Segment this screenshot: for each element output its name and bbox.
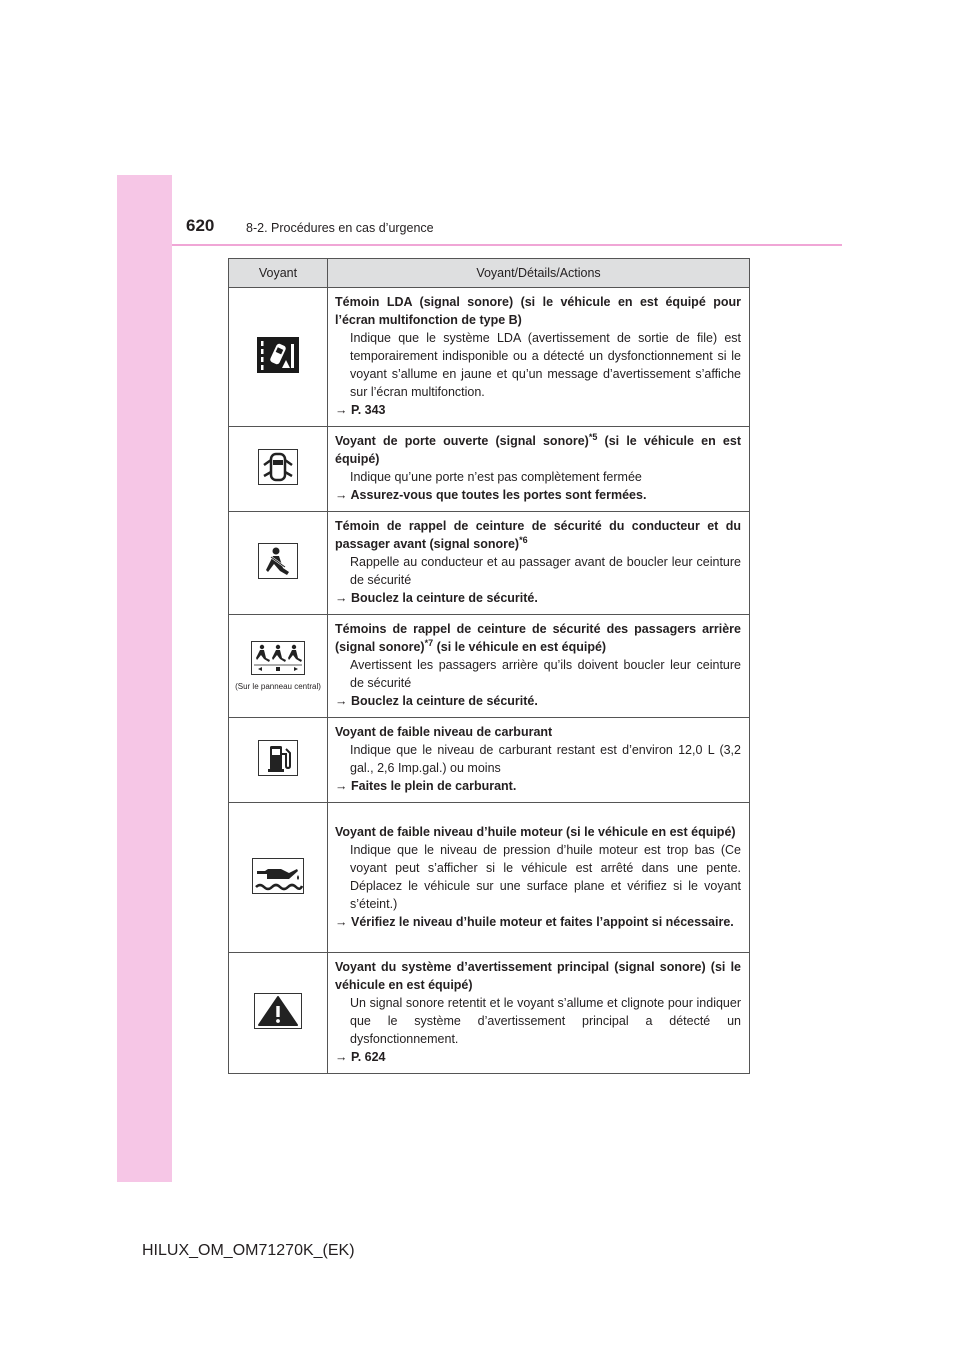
- description-cell: [328, 953, 750, 1074]
- row-action: → Vérifiez le niveau d’huile moteur et faites l’appoint si nécessaire.: [335, 914, 734, 929]
- description-cell: [328, 803, 750, 953]
- row-title: Voyant de porte ouverte (signal sonore)$^{*5}$ (si le véhicule en est équipé): [335, 431, 741, 466]
- description-cell: [328, 615, 750, 718]
- row-action: → Faites le plein de carburant.: [335, 779, 517, 793]
- chapter-sidebar: [117, 175, 172, 1182]
- master-warning-icon: [254, 993, 302, 1029]
- row-title: Témoins de rappel de ceinture de sécurité des passagers arrière (signal sonore)$^{*7}$ (si le véhicule en est équipé): [335, 622, 741, 654]
- icon-cell: [229, 615, 328, 718]
- page-number: 620: [186, 216, 215, 235]
- table-row: [229, 615, 750, 718]
- row-title: Voyant du système d’avertissement principal (signal sonore) (si le véhicule en est équipé): [335, 960, 741, 992]
- row-detail: Un signal sonore retentit et le voyant s’allume et clignote pour indiquer que le système d’avertissement principal a détecté un dysfonctionnement.: [350, 996, 741, 1046]
- table-row: [229, 288, 750, 427]
- icon-cell: [229, 512, 328, 615]
- arrow-icon: →: [335, 779, 348, 793]
- table-header-row: [229, 259, 750, 288]
- document-id: HILUX_OM_OM71270K_(EK): [142, 1242, 355, 1259]
- row-title: Témoin de rappel de ceinture de sécurité du conducteur et du passager avant (signal sonore)$^{*6}$: [335, 519, 741, 551]
- icon-cell: [229, 288, 328, 427]
- description-cell: [328, 288, 750, 427]
- row-action: → Assurez-vous que toutes les portes sont fermées.: [335, 488, 647, 502]
- column-header-voyant: Voyant: [229, 259, 328, 288]
- row-action: → Bouclez la ceinture de sécurité.: [335, 591, 538, 605]
- table-row: [229, 803, 750, 953]
- indicator-table: [228, 258, 750, 1074]
- arrow-icon: →: [335, 914, 348, 929]
- row-action: → Bouclez la ceinture de sécurité.: [335, 694, 538, 708]
- arrow-icon: →: [335, 488, 348, 502]
- description-cell: [328, 718, 750, 803]
- action-link[interactable]: P. 343: [350, 403, 386, 417]
- row-title: Témoin LDA (signal sonore) (si le véhicule en est équipé pour l’écran multifonction de type B): [335, 295, 741, 327]
- row-detail: Indique que le niveau de pression d’huile moteur est trop bas (Ce voyant peut s’afficher si le véhicule est arrêté dans une pente. Déplacez le véhicule sur une surface plane et vérifiez si le voyant s’éteint.): [350, 842, 741, 911]
- icon-cell: [229, 427, 328, 512]
- icon-cell: [229, 718, 328, 803]
- icon-note: (Sur le panneau central): [235, 682, 321, 691]
- description-cell: [328, 427, 750, 512]
- description-cell: [328, 512, 750, 615]
- section-title: 8-2. Procédures en cas d’urgence: [246, 221, 434, 235]
- arrow-icon: →: [335, 1050, 348, 1064]
- oil-pressure-icon: [252, 858, 304, 894]
- table-row: [229, 718, 750, 803]
- table-row: [229, 953, 750, 1074]
- column-header-details: Voyant/Détails/Actions: [328, 259, 750, 288]
- fuel-pump-icon: [258, 740, 298, 776]
- arrow-icon: →: [335, 694, 348, 708]
- header-rule: [172, 244, 842, 246]
- row-action: [335, 401, 741, 419]
- table-row: [229, 512, 750, 615]
- row-title: Voyant de faible niveau d’huile moteur (si le véhicule en est équipé): [335, 824, 736, 839]
- row-detail: Indique que le niveau de carburant restant est d’environ 12,0 L (3,2 gal., 2,6 Imp.gal.) ou moins: [350, 743, 741, 775]
- lda-warning-icon: [257, 337, 299, 373]
- arrow-icon: →: [335, 591, 348, 605]
- row-title: Voyant de faible niveau de carburant: [335, 725, 553, 739]
- rear-seatbelt-icon: [251, 641, 305, 675]
- icon-cell: [229, 953, 328, 1074]
- row-detail: Rappelle au conducteur et au passager avant de boucler leur ceinture de sécurité: [350, 555, 741, 587]
- row-action: [335, 1048, 741, 1066]
- row-detail: Avertissent les passagers arrière qu’ils doivent boucler leur ceinture de sécurité: [350, 658, 741, 690]
- seatbelt-reminder-icon: [258, 543, 298, 579]
- action-link[interactable]: P. 624: [350, 1050, 386, 1064]
- arrow-icon: →: [335, 403, 348, 417]
- door-open-icon: [258, 449, 298, 485]
- row-detail: Indique qu’une porte n’est pas complètement fermée: [350, 470, 642, 484]
- row-detail: Indique que le système LDA (avertissement de sortie de file) est temporairement indisponible ou a détecté un dysfonctionnement si le voyant s’allume en jaune et qu’un message d’avertissement s’affiche sur l’écran multifonction.: [350, 331, 741, 399]
- icon-cell: [229, 803, 328, 953]
- table-row: [229, 427, 750, 512]
